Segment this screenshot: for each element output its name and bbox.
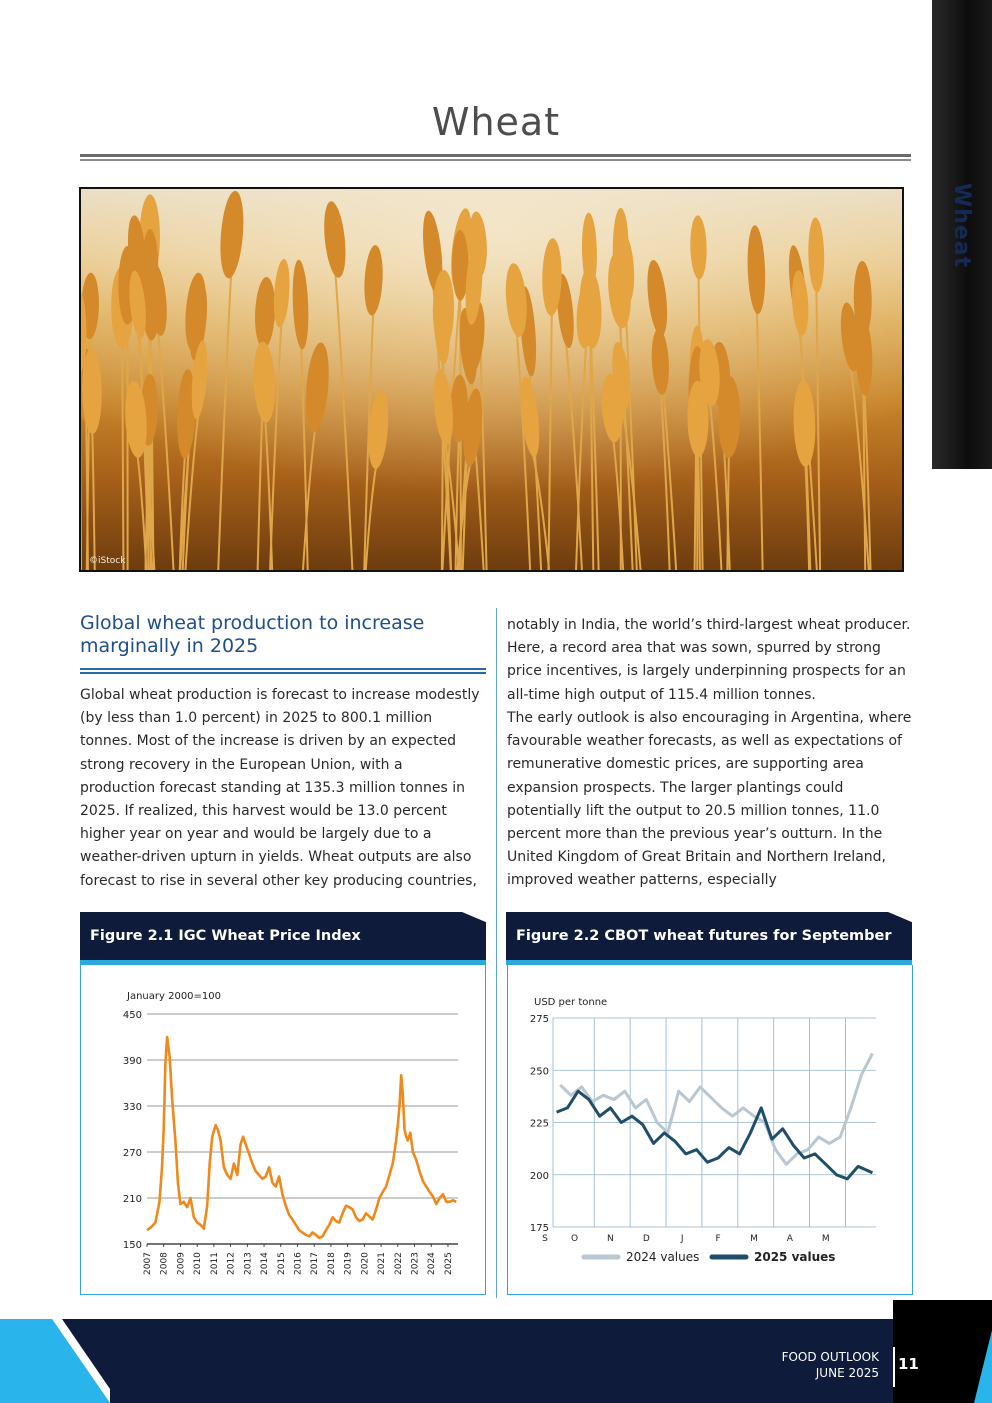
side-tab-label: Wheat [949,182,975,268]
chart2-xtick-label: S [542,1234,548,1244]
photo-credit: ©iStock [89,556,126,566]
chart1-ytick-label: 210 [122,1194,142,1205]
body-paragraph-1: Global wheat production is forecast to increase modestly (by less than 1.0 percent) in 2025 to 800.1 million tonnes. Most of the increase is driven by an expected strong recovery in the European Union, with a production forecast standing at 135.3 million tonnes in 2025. If realized, this harvest would be 13.0 percent higher year on year and would be largely due to a weather-driven upturn in yields. Wheat outputs are also forecast to rise in several other key producing countries, [80,687,480,889]
figure-2-2-title: Figure 2.2 CBOT wheat futures for September [506,912,912,960]
chart1-xtick-label: 2019 [343,1252,354,1275]
chart1-xtick-label: 2017 [310,1252,321,1275]
page-number-separator [893,1347,895,1387]
chart1-xtick-label: 2014 [260,1252,271,1275]
chart2-xtick-label: J [680,1234,684,1244]
chart2-xtick-label: N [607,1234,614,1244]
figure-2-2-chart [507,965,913,1295]
chart1-ytick-label: 150 [122,1240,142,1251]
body-paragraph-2: notably in India, the world’s third-largest wheat producer. Here, a record area that was sown, spurred by strong price incentives, is largely underpinning prospects for an all-time high output of 115.4 million tonnes. [507,617,911,703]
chart1-ytick-label: 390 [122,1056,142,1067]
chart2-legend-label: 2025 values [754,1250,836,1264]
chart1-xtick-label: 2022 [393,1252,404,1275]
chart1-ytick-label: 450 [122,1010,142,1021]
chart2-ylabel: USD per tonne [534,997,608,1008]
chart2-xtick-label: F [715,1234,721,1244]
side-tab-label-box [932,180,992,270]
chart1-xtick-label: 2010 [193,1252,204,1275]
chart2-ytick-label: 175 [529,1223,549,1234]
chart1-ytick-label: 270 [122,1148,142,1159]
column-divider [496,608,497,1298]
chart1-xtick-label: 2011 [209,1252,220,1275]
chart1-xtick-label: 2016 [293,1252,304,1275]
wheat-stalk [122,333,123,570]
chart2-xtick-label: A [786,1234,793,1244]
chart2-series-2025 [557,1091,873,1179]
chart1-xtick-label: 2008 [159,1252,170,1275]
chart1-ytick-label: 330 [122,1102,142,1113]
chart2-ytick-label: 200 [529,1170,549,1182]
chart1-xtick-label: 2024 [427,1252,438,1275]
chart1-series-line [147,1037,456,1238]
chart2-xtick-label: O [570,1234,579,1244]
body-paragraph-3: The early outlook is also encouraging in Argentina, where favourable weather forecasts, as well as expectations of remunerative domestic prices, are supporting area expansion prospects. The larger plantings could potentially lift the output to 20.5 million tonnes, 11.0 percent more than the previous year’s outturn. In the United Kingdom of Great Britain and Northern Ireland, improved weather patterns, especially [507,710,912,889]
chart1-xtick-label: 2020 [360,1252,371,1275]
wheat-stalks-illustration [81,189,902,570]
chart2-legend-label: 2024 values [626,1250,700,1264]
wheat-field-photo [79,187,904,572]
chart1-xtick-label: 2009 [176,1252,187,1275]
chart2-xtick-label: D [642,1234,650,1244]
footer-publication [782,1349,879,1381]
chart2-ytick-label: 250 [529,1066,549,1078]
chart1-xtick-label: 2007 [143,1252,153,1275]
chart2-xtick-label: M [750,1234,758,1244]
title-rule [80,154,911,157]
page-number: 11 [898,1355,919,1373]
cbot-wheat-futures-chart [508,965,912,1294]
footer-title: FOOD OUTLOOK [781,1350,879,1364]
title-rule-secondary [80,159,911,161]
chart1-xtick-label: 2015 [276,1252,287,1275]
igc-wheat-price-chart [81,965,485,1294]
chart2-ytick-label: 275 [529,1014,549,1025]
heading-rule-secondary [80,672,486,674]
chart1-xtick-label: 2023 [410,1252,421,1275]
chart1-xtick-label: 2013 [243,1252,254,1275]
heading-rule [80,668,486,670]
section-heading: Global wheat production to increase marginally in 2025 [80,612,425,657]
chart1-xtick-label: 2012 [226,1252,237,1275]
footer-date: JUNE 2025 [815,1366,879,1380]
chart1-xtick-label: 2018 [326,1252,337,1275]
page-box-accent [960,1330,992,1403]
chart2-xtick-label: M [821,1234,830,1244]
footer-accent-shape [0,1319,110,1403]
figure-2-1-title: Figure 2.1 IGC Wheat Price Index [80,912,486,960]
chart1-ylabel: January 2000=100 [127,991,222,1002]
chart1-xtick-label: 2025 [443,1252,454,1275]
figure-2-1-chart [80,965,486,1295]
chart1-xtick-label: 2021 [377,1252,388,1275]
page-title: Wheat [431,100,561,144]
chart2-ytick-label: 225 [529,1118,549,1130]
